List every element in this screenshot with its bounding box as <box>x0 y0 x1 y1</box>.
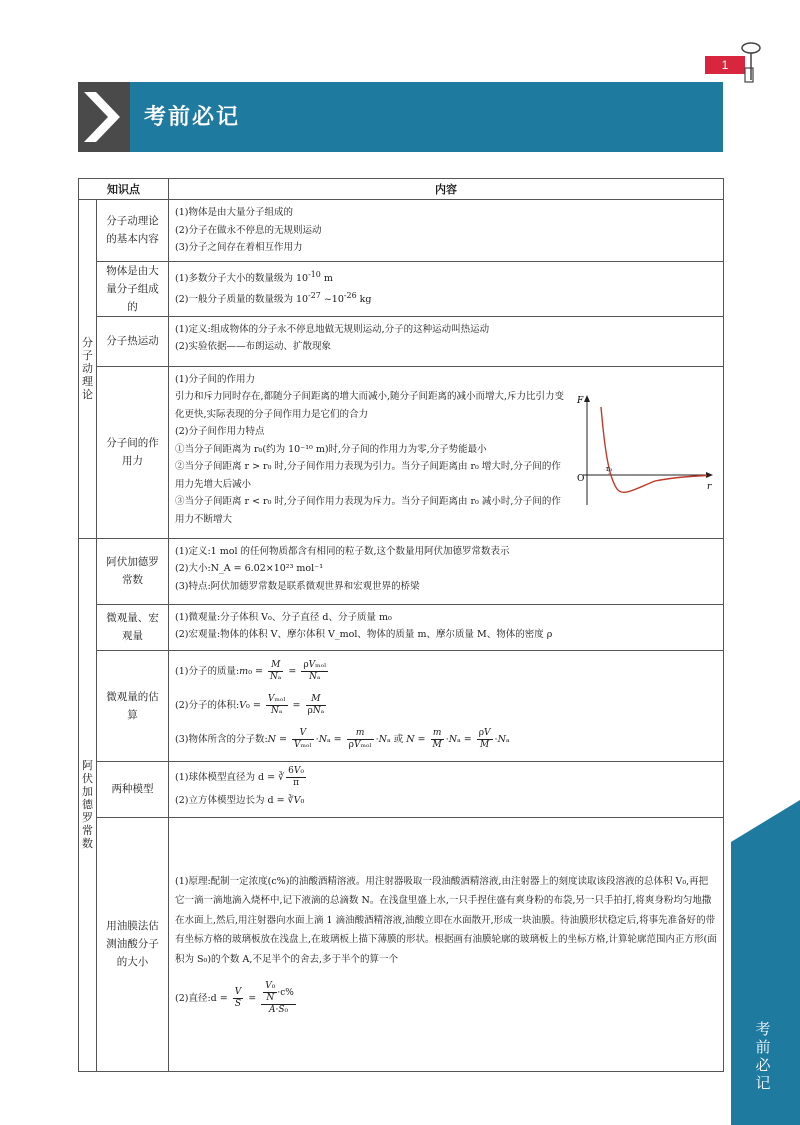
table-row <box>79 650 724 761</box>
content-cell: (1)微观量:分子体积 V₀、分子直径 d、分子质量 m₀ (2)宏观量:物体的体积 V、摩尔体积 V_mol、物体的质量 m、摩尔质量 M、物体的密度 ρ <box>169 604 724 650</box>
table-row <box>79 538 724 604</box>
table-row <box>79 261 724 316</box>
content-cell: (1)多数分子大小的数量级为 $10^{-10}$ m (2)一般分子质量的数量级为 $10^{-27}$ $\sim 10^{-26}$ kg <box>169 261 724 316</box>
topic-cell: 分子间的作用力 <box>97 366 169 538</box>
topic-cell: 分子动理论的基本内容 <box>97 200 169 262</box>
table-header-row <box>79 179 724 200</box>
lamp-icon <box>736 40 766 90</box>
table-row <box>79 817 724 1071</box>
axis-label-y: F <box>577 395 584 406</box>
topic-cell: 分子热运动 <box>97 316 169 366</box>
chevron-right-icon <box>78 82 130 152</box>
side-tab-label: 考 前 必 记 <box>755 1020 771 1092</box>
topic-cell: 微观量的估算 <box>97 650 169 761</box>
table-row <box>79 761 724 817</box>
content-cell: (1)物体是由大量分子组成的 (2)分子在做永不停息的无规则运动 (3)分子之间存在着相互作用力 <box>169 200 724 262</box>
topic-cell: 物体是由大量分子组成的 <box>97 261 169 316</box>
header-topic: 知识点 <box>79 179 169 200</box>
force-distance-graph <box>575 393 715 511</box>
content-cell: (1)原理:配制一定浓度(c%)的油酸酒精溶液。用注射器吸取一段油酸酒精溶液,由注射器上的刻度读取该段溶液的总体积 V₀,再把它一滴一滴地滴入烧杯中,记下液滴的总滴数 N。在浅盘里盛上水,一只手捏住盛有爽身粉的布袋,另一只手拍打,将爽身粉均匀地撒在水面上,然后,用注射器向水面上滴 1 滴油酸酒精溶液,油酸立即在水面散开,形成一块油膜。待油膜形状稳定后,将事先准备好的带有坐标方格的玻璃板放在浅盘上,在玻璃板上描下薄膜的形状。根据画有油膜轮廓的玻璃板上的坐标方格,计算轮廓范围内正方形(面积为 S₀)的个数 A,不足半个的舍去,多于半个的算一个 (2)直径:d = $\frac{V}{S}$ = $\frac{\text{V₀}}{N}$ ·c% A·S₀ <box>169 817 724 1071</box>
header-content: 内容 <box>169 179 724 200</box>
table-row <box>79 200 724 262</box>
page-number: 1 <box>705 56 745 74</box>
topic-cell: 阿伏加德罗常数 <box>97 538 169 604</box>
table-row <box>79 316 724 366</box>
table-row <box>79 604 724 650</box>
topic-cell: 微观量、宏观量 <box>97 604 169 650</box>
category-avogadro: 阿伏加德罗常数 <box>79 538 97 1071</box>
content-cell: F r O r₀ (1)分子间的作用力 引力和斥力同时存在,都随分子间距离的增大而减小,随分子间距离的减小而增大,斥力比引力变化更快,实际表现的分子间作用力是它们的合力 (2)分子间作用力特点 ①当分子间距离为 r₀(约为 10⁻¹⁰ m)时,分子间的作用力为零,分子势能最小 ②当分子间距离 r > r₀ 时,分子间作用力表现为引力。当分子间距离由 r₀ 增大时,分子间的作用力先增大后减小 ③当分子间距离 r < r₀ 时,分子间作用力表现为斥力。当分子间距离由 r₀ 减小时,分子间的作用力不断增大 <box>169 366 724 538</box>
marker-label: r₀ <box>606 464 613 473</box>
page-title: 考前必记 <box>144 105 241 130</box>
content-cell: (1)球体模型直径为 d = ∛ $\frac{\text{6V₀}}{\pi}$ (2)立方体模型边长为 d = ∛V₀ <box>169 761 724 817</box>
content-cell: (1)定义:组成物体的分子永不停息地做无规则运动,分子的这种运动叫热运动 (2)实验依据——布朗运动、扩散现象 <box>169 316 724 366</box>
content-cell: (1)定义:1 mol 的任何物质都含有相同的粒子数,这个数量用阿伏加德罗常数表示 (2)大小:N_A = 6.02×10²³ mol⁻¹ (3)特点:阿伏加德罗常数是联系微观世界和宏观世界的桥梁 <box>169 538 724 604</box>
category-molecular-theory: 分子动理论 <box>79 200 97 539</box>
origin-label: O <box>577 473 585 484</box>
topic-cell: 两种模型 <box>97 761 169 817</box>
topic-cell: 用油膜法估测油酸分子的大小 <box>97 817 169 1071</box>
content-cell: (1)分子的质量:m₀ = $\frac{M}{\text{Nₐ}}$ = $\frac{\text{ρVₘₒₗ}}{\text{Nₐ}}$ (2)分子的体积:V₀ = $\frac{\text{Vₘₒₗ}}{\text{Nₐ}}$ = $\frac{M}{\text{ρNₐ}}$ (3)物体所含的分子数:N = $\frac{V}{\text{Vₘₒₗ}}$ ·Nₐ = $\frac{m}{\text{ρVₘₒₗ}}$ ·Nₐ 或 N = $\frac{m}{M}$ ·Nₐ = $\frac{\rho V}{M}$ ·Nₐ <box>169 650 724 761</box>
knowledge-table <box>78 178 724 1072</box>
axis-label-x: r <box>707 481 712 492</box>
table-row <box>79 366 724 538</box>
